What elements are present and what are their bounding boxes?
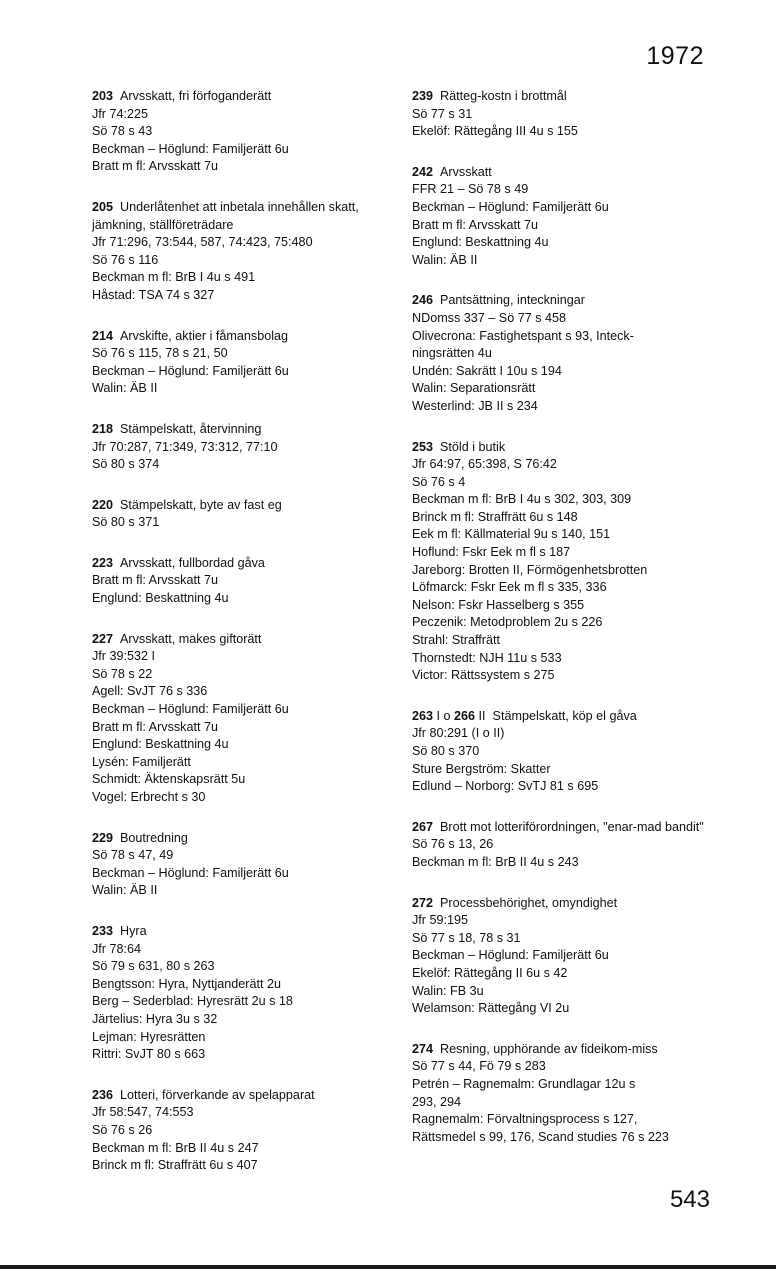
entry-line: Ragnemalm: Förvaltningsprocess s 127, xyxy=(412,1112,638,1127)
entry-line: Sö 78 s 43 xyxy=(92,124,153,139)
entry-title: Underlåtenhet att inbetala innehållen skatt, jämkning, ställföreträdare xyxy=(92,199,359,232)
entry-title: Brott mot lotteriförordningen, "enar-mad bandit" xyxy=(440,819,704,834)
entry-line: Jfr 78:64 xyxy=(92,941,142,956)
entry-number-suffix: I o xyxy=(436,708,451,723)
entry-line: Walin: FB 3u xyxy=(412,983,484,998)
entry-line: Hoflund: Fskr Eek m fl s 187 xyxy=(412,545,571,560)
entry-line: Agell: SvJT 76 s 336 xyxy=(92,684,208,699)
page-year: 1972 xyxy=(646,42,704,70)
entry-line: Englund: Beskattning 4u xyxy=(92,591,229,606)
index-entry-239 xyxy=(412,88,712,141)
entry-line: Nelson: Fskr Hasselberg s 355 xyxy=(412,597,585,612)
entry-line: Sö 76 s 115, 78 s 21, 50 xyxy=(92,346,228,361)
entry-number: 263 xyxy=(412,708,434,723)
entry-line: Victor: Rättssystem s 275 xyxy=(412,668,555,683)
entry-number: 272 xyxy=(412,895,434,910)
entry-line: Jfr 64:97, 65:398, S 76:42 xyxy=(412,457,557,472)
entry-line: Sö 77 s 31 xyxy=(412,106,473,121)
page-number: 543 xyxy=(669,1186,710,1213)
entry-title: Stämpelskatt, återvinning xyxy=(120,421,262,436)
entry-line: Sö 79 s 631, 80 s 263 xyxy=(92,959,215,974)
entry-line: Jfr 71:296, 73:544, 587, 74:423, 75:480 xyxy=(92,235,313,250)
entry-line: Undén: Sakrätt I 10u s 194 xyxy=(412,363,562,378)
entry-title: Arvsskatt, makes giftorätt xyxy=(120,631,262,646)
entry-line: FFR 21 – Sö 78 s 49 xyxy=(412,182,529,197)
entry-line: Beckman – Höglund: Familjerätt 6u xyxy=(92,141,289,156)
entry-line: Beckman – Höglund: Familjerätt 6u xyxy=(412,948,609,963)
entry-number: 220 xyxy=(92,497,114,512)
entry-line: Petrén – Ragnemalm: Grundlagar 12u s xyxy=(412,1076,636,1091)
entry-line: Beckman – Höglund: Familjerätt 6u xyxy=(92,363,289,378)
entry-number: 274 xyxy=(412,1041,434,1056)
entry-line: Walin: ÄB II xyxy=(92,381,158,396)
entry-line: Walin: Separationsrätt xyxy=(412,381,536,396)
entry-number: 229 xyxy=(92,830,114,845)
entry-line: Vogel: Erbrecht s 30 xyxy=(92,790,206,804)
entry-title: Stöld i butik xyxy=(440,439,506,454)
entry-line: Löfmarck: Fskr Eek m fl s 335, 336 xyxy=(412,580,607,595)
entry-line: Jfr 58:547, 74:553 xyxy=(92,1105,194,1120)
entry-title: Arvsskatt xyxy=(440,164,492,179)
entry-line: NDomss 337 – Sö 77 s 458 xyxy=(412,310,567,325)
entry-title: Resning, upphörande av fideikom-miss xyxy=(440,1041,658,1056)
index-entry-205 xyxy=(92,199,392,305)
entry-line: Rättsmedel s 99, 176, Scand studies 76 s 223 xyxy=(412,1129,669,1144)
entry-number: 233 xyxy=(92,923,114,938)
entry-line: Sö 76 s 116 xyxy=(92,252,159,267)
index-entry-233 xyxy=(92,923,392,1064)
index-entry-246 xyxy=(412,292,712,415)
entry-line: Jareborg: Brotten II, Förmögenhetsbrotten xyxy=(412,562,648,577)
entry-number: 223 xyxy=(92,555,114,570)
entry-line: Welamson: Rättegång VI 2u xyxy=(412,1001,570,1016)
entry-line: Brinck m fl: Straffrätt 6u s 148 xyxy=(412,509,578,524)
entry-number: 239 xyxy=(412,89,434,103)
entry-line: Schmidt: Äktenskapsrätt 5u xyxy=(92,772,246,787)
entry-line: Edlund – Norborg: SvTJ 81 s 695 xyxy=(412,779,599,794)
entry-line: Jfr 39:532 I xyxy=(92,649,156,664)
entry-line: Bengtsson: Hyra, Nyttjanderätt 2u xyxy=(92,976,282,991)
entry-line: Walin: ÄB II xyxy=(92,883,158,898)
entry-number-second: 266 xyxy=(454,708,476,723)
entry-number: 227 xyxy=(92,631,114,646)
entry-line: Westerlind: JB II s 234 xyxy=(412,398,538,413)
entry-line: Järtelius: Hyra 3u s 32 xyxy=(92,1011,218,1026)
index-entry-218 xyxy=(92,421,392,474)
index-entry-223 xyxy=(92,555,392,608)
index-entry-242 xyxy=(412,164,712,270)
entry-title: Stämpelskatt, köp el gåva xyxy=(492,708,637,723)
entry-number: 203 xyxy=(92,89,114,103)
entry-title: Arvsskatt, fullbordad gåva xyxy=(120,555,265,570)
entry-line: Englund: Beskattning 4u xyxy=(412,235,549,250)
entry-line: Jfr 70:287, 71:349, 73:312, 77:10 xyxy=(92,439,278,454)
entry-line: Sö 77 s 18, 78 s 31 xyxy=(412,930,521,945)
index-entry-263-266 xyxy=(412,708,712,796)
entry-title: Pantsättning, inteckningar xyxy=(440,293,585,308)
index-entry-227 xyxy=(92,631,392,807)
entry-line: Bratt m fl: Arvsskatt 7u xyxy=(92,159,218,174)
index-entry-220 xyxy=(92,497,392,532)
index-entry-229 xyxy=(92,830,392,900)
entry-line: Sö 80 s 374 xyxy=(92,457,160,472)
index-entry-203 xyxy=(92,88,392,176)
entry-line: Jfr 59:195 xyxy=(412,913,469,928)
entry-line: Beckman – Höglund: Familjerätt 6u xyxy=(92,702,289,717)
entry-line: Beckman – Höglund: Familjerätt 6u xyxy=(412,199,609,214)
index-entry-274 xyxy=(412,1041,712,1147)
entry-number: 214 xyxy=(92,328,114,343)
entry-line: Lejman: Hyresrätten xyxy=(92,1029,206,1044)
entry-line: Sö 78 s 22 xyxy=(92,666,153,681)
entry-line: Ekelöf: Rättegång III 4u s 155 xyxy=(412,124,578,139)
bottom-rule xyxy=(0,1265,776,1269)
entry-title: Arvskifte, aktier i fåmansbolag xyxy=(120,328,289,343)
entry-line: Bratt m fl: Arvsskatt 7u xyxy=(92,573,218,588)
entry-line: Beckman m fl: BrB I 4u s 302, 303, 309 xyxy=(412,492,632,507)
entry-line: Beckman m fl: BrB II 4u s 243 xyxy=(412,854,579,869)
entry-title: Boutredning xyxy=(120,830,188,845)
entry-number-second-suffix: II xyxy=(478,708,486,723)
entry-line: Beckman – Höglund: Familjerätt 6u xyxy=(92,865,289,880)
entry-title: Stämpelskatt, byte av fast eg xyxy=(120,497,282,512)
entry-title: Hyra xyxy=(120,923,147,938)
entry-line: Jfr 80:291 (I o II) xyxy=(412,726,505,741)
entry-line: Sö 76 s 4 xyxy=(412,474,466,489)
left-column xyxy=(92,88,392,1198)
entry-number: 246 xyxy=(412,293,434,308)
entry-line: Beckman m fl: BrB I 4u s 491 xyxy=(92,270,256,285)
entry-title: Processbehörighet, omyndighet xyxy=(440,895,618,910)
entry-number: 253 xyxy=(412,439,434,454)
index-entry-236 xyxy=(92,1087,392,1175)
entry-line: Peczenik: Metodproblem 2u s 226 xyxy=(412,615,603,630)
entry-number: 242 xyxy=(412,164,434,179)
entry-line: Beckman m fl: BrB II 4u s 247 xyxy=(92,1140,259,1155)
entry-line: Bratt m fl: Arvsskatt 7u xyxy=(92,719,218,734)
entry-line: Thornstedt: NJH 11u s 533 xyxy=(412,650,562,665)
index-entry-267 xyxy=(412,819,712,872)
entry-line: Ekelöf: Rättegång II 6u s 42 xyxy=(412,965,568,980)
entry-line: Rittri: SvJT 80 s 663 xyxy=(92,1047,206,1062)
entry-number: 218 xyxy=(92,421,114,436)
entry-line: Jfr 74:225 xyxy=(92,106,149,121)
entry-line: Brinck m fl: Straffrätt 6u s 407 xyxy=(92,1158,258,1173)
entry-line: Walin: ÄB II xyxy=(412,252,478,267)
entry-title: Arvsskatt, fri förfoganderätt xyxy=(120,89,272,103)
entry-number: 267 xyxy=(412,819,434,834)
entry-line: ningsrätten 4u xyxy=(412,346,492,361)
index-entry-272 xyxy=(412,895,712,1018)
entry-line: Strahl: Straffrätt xyxy=(412,633,500,648)
entry-line: Olivecrona: Fastighetspant s 93, Inteck- xyxy=(412,328,634,343)
entry-line: Håstad: TSA 74 s 327 xyxy=(92,287,215,302)
entry-line: 293, 294 xyxy=(412,1094,462,1109)
index-entry-253 xyxy=(412,439,712,685)
index-entry-214 xyxy=(92,328,392,398)
entry-title: Lotteri, förverkande av spelapparat xyxy=(120,1087,315,1102)
entry-line: Sö 78 s 47, 49 xyxy=(92,848,174,863)
entry-line: Sö 76 s 13, 26 xyxy=(412,837,494,852)
entry-line: Eek m fl: Källmaterial 9u s 140, 151 xyxy=(412,527,611,542)
entry-line: Sture Bergström: Skatter xyxy=(412,761,551,776)
entry-line: Sö 76 s 26 xyxy=(92,1122,153,1137)
entry-title: Rätteg-kostn i brottmål xyxy=(440,89,567,103)
entry-line: Sö 80 s 370 xyxy=(412,744,480,758)
entry-line: Sö 77 s 44, Fö 79 s 283 xyxy=(412,1059,546,1074)
entry-line: Lysén: Familjerätt xyxy=(92,754,191,769)
right-column xyxy=(412,88,712,1169)
entry-number: 236 xyxy=(92,1087,114,1102)
entry-number: 205 xyxy=(92,199,114,214)
entry-line: Sö 80 s 371 xyxy=(92,515,160,530)
entry-line: Bratt m fl: Arvsskatt 7u xyxy=(412,217,538,232)
entry-line: Englund: Beskattning 4u xyxy=(92,737,229,752)
entry-line: Berg – Sederblad: Hyresrätt 2u s 18 xyxy=(92,994,293,1009)
